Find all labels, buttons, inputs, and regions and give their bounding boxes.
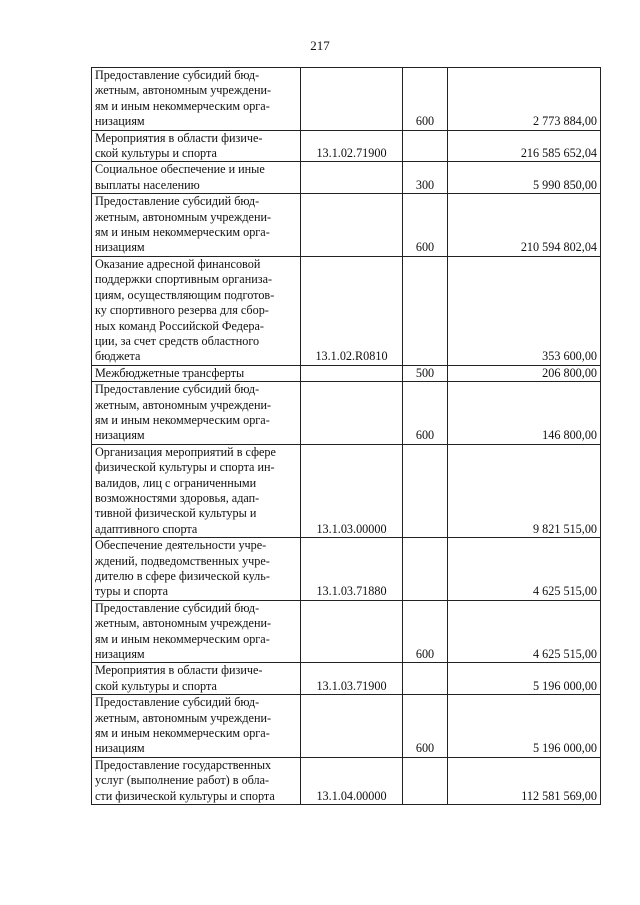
row-sum-cell-text: 210 594 802,04 (520, 240, 597, 255)
row-sum-cell-text: 216 585 652,04 (520, 146, 597, 161)
row-code-cell-text: 13.1.03.00000 (316, 521, 387, 536)
row-name-cell-text: Предоставление субсидий бюд- жетным, автономным учреждени- ям и иным некоммерческим орга- низациям (95, 600, 272, 662)
row-sum-cell (448, 695, 601, 758)
row-sum-cell (448, 444, 601, 537)
table-row (92, 695, 601, 758)
row-expense-type-cell (403, 663, 448, 695)
table-row (92, 162, 601, 194)
row-code-cell-text: 13.1.03.71880 (316, 584, 387, 599)
table-row (92, 382, 601, 445)
row-sum-cell (448, 365, 601, 381)
row-expense-type-cell (403, 256, 448, 365)
row-name-cell-text: Предоставление субсидий бюд- жетным, автономным учреждени- ям и иным некоммерческим орга- низациям (95, 68, 272, 129)
row-expense-type-cell (403, 68, 448, 131)
row-expense-type-cell (403, 600, 448, 663)
row-code-cell (301, 444, 403, 537)
row-code-cell (301, 757, 403, 804)
row-name-cell (92, 600, 301, 663)
row-expense-type-cell (403, 162, 448, 194)
row-sum-cell (448, 130, 601, 162)
row-code-cell (301, 695, 403, 758)
row-name-cell-text: Межбюджетные трансферты (95, 365, 245, 380)
row-name-cell-text: Предоставление субсидий бюд- жетным, автономным учреждени- ям и иным некоммерческим орга- низациям (95, 194, 272, 255)
row-expense-type-cell-text: 600 (415, 240, 435, 255)
row-sum-cell-text: 353 600,00 (542, 349, 597, 364)
row-sum-cell (448, 663, 601, 695)
row-expense-type-cell (403, 365, 448, 381)
row-code-cell-text: 13.1.04.00000 (316, 788, 387, 803)
row-name-cell-text: Мероприятия в области физиче- ской культуры и спорта (95, 663, 263, 693)
row-sum-cell-text: 9 821 515,00 (533, 521, 597, 536)
row-code-cell (301, 600, 403, 663)
row-expense-type-cell (403, 130, 448, 162)
table-row (92, 130, 601, 162)
row-expense-type-cell (403, 194, 448, 257)
row-code-cell (301, 256, 403, 365)
row-code-cell (301, 663, 403, 695)
row-name-cell-text: Предоставление государственных услуг (выполнение работ) в обла- сти физической культуры и спорта (95, 757, 275, 803)
row-code-cell (301, 538, 403, 601)
row-name-cell (92, 663, 301, 695)
table-row (92, 757, 601, 804)
row-name-cell (92, 162, 301, 194)
row-sum-cell-text: 5 990 850,00 (533, 177, 597, 192)
row-name-cell-text: Мероприятия в области физиче- ской культуры и спорта (95, 130, 263, 161)
row-sum-cell (448, 68, 601, 131)
row-expense-type-cell (403, 444, 448, 537)
row-expense-type-cell (403, 382, 448, 445)
row-name-cell-text: Оказание адресной финансовой поддержки спортивным организа- циям, осуществляющим подготов- ку спортивного резерва для сбор- ных команд Российской Федера- ции, за счет средств областного бюджета (95, 256, 275, 364)
row-sum-cell-text: 112 581 569,00 (521, 788, 597, 803)
row-expense-type-cell-text: 600 (415, 647, 435, 662)
table-row (92, 68, 601, 131)
row-name-cell (92, 695, 301, 758)
row-sum-cell (448, 600, 601, 663)
row-expense-type-cell-text: 600 (415, 114, 435, 129)
row-name-cell (92, 382, 301, 445)
row-sum-cell (448, 757, 601, 804)
row-name-cell (92, 538, 301, 601)
row-sum-cell (448, 538, 601, 601)
row-sum-cell-text: 5 196 000,00 (533, 678, 597, 693)
row-code-cell-text: 13.1.02.R0810 (315, 349, 388, 364)
row-code-cell (301, 68, 403, 131)
row-name-cell-text: Социальное обеспечение и иные выплаты населению (95, 162, 265, 192)
row-expense-type-cell (403, 757, 448, 804)
row-expense-type-cell (403, 538, 448, 601)
row-code-cell (301, 365, 403, 381)
row-name-cell-text: Предоставление субсидий бюд- жетным, автономным учреждени- ям и иным некоммерческим орга- низациям (95, 382, 272, 443)
table-row (92, 444, 601, 537)
row-code-cell (301, 130, 403, 162)
row-code-cell (301, 382, 403, 445)
page-number: 217 (310, 38, 330, 53)
row-sum-cell-text: 206 800,00 (542, 365, 597, 380)
row-expense-type-cell-text: 500 (415, 365, 435, 380)
row-name-cell (92, 365, 301, 381)
table-row (92, 600, 601, 663)
row-sum-cell-text: 5 196 000,00 (533, 741, 597, 756)
row-name-cell-text: Предоставление субсидий бюд- жетным, автономным учреждени- ям и иным некоммерческим орга- низациям (95, 695, 272, 756)
row-sum-cell (448, 256, 601, 365)
row-code-cell-text: 13.1.02.71900 (316, 146, 387, 161)
row-name-cell (92, 130, 301, 162)
row-code-cell-text: 13.1.03.71900 (316, 678, 387, 693)
row-name-cell (92, 757, 301, 804)
row-sum-cell (448, 382, 601, 445)
row-expense-type-cell (403, 695, 448, 758)
row-code-cell (301, 162, 403, 194)
budget-table (91, 67, 601, 805)
row-sum-cell (448, 162, 601, 194)
row-sum-cell-text: 2 773 884,00 (533, 114, 597, 129)
row-name-cell (92, 256, 301, 365)
row-sum-cell (448, 194, 601, 257)
row-name-cell (92, 444, 301, 537)
row-expense-type-cell-text: 300 (415, 177, 435, 192)
table-row (92, 538, 601, 601)
row-sum-cell-text: 146 800,00 (542, 428, 597, 443)
row-expense-type-cell-text: 600 (415, 741, 435, 756)
row-name-cell (92, 68, 301, 131)
table-row (92, 194, 601, 257)
table-body (92, 68, 601, 805)
table-row (92, 365, 601, 381)
row-sum-cell-text: 4 625 515,00 (533, 584, 597, 599)
row-code-cell (301, 194, 403, 257)
table-row (92, 663, 601, 695)
row-name-cell (92, 194, 301, 257)
row-expense-type-cell-text: 600 (415, 428, 435, 443)
row-name-cell-text: Обеспечение деятельности учре- ждений, подведомственных учре- дителю в сфере физической куль- туры и спорта (95, 538, 270, 599)
row-name-cell-text: Организация мероприятий в сфере физической культуры и спорта ин- валидов, лиц с ограниченными возможностями здоровья, адап- тивной физической культуры и адаптивного спорта (95, 444, 276, 536)
row-sum-cell-text: 4 625 515,00 (533, 647, 597, 662)
table-row (92, 256, 601, 365)
